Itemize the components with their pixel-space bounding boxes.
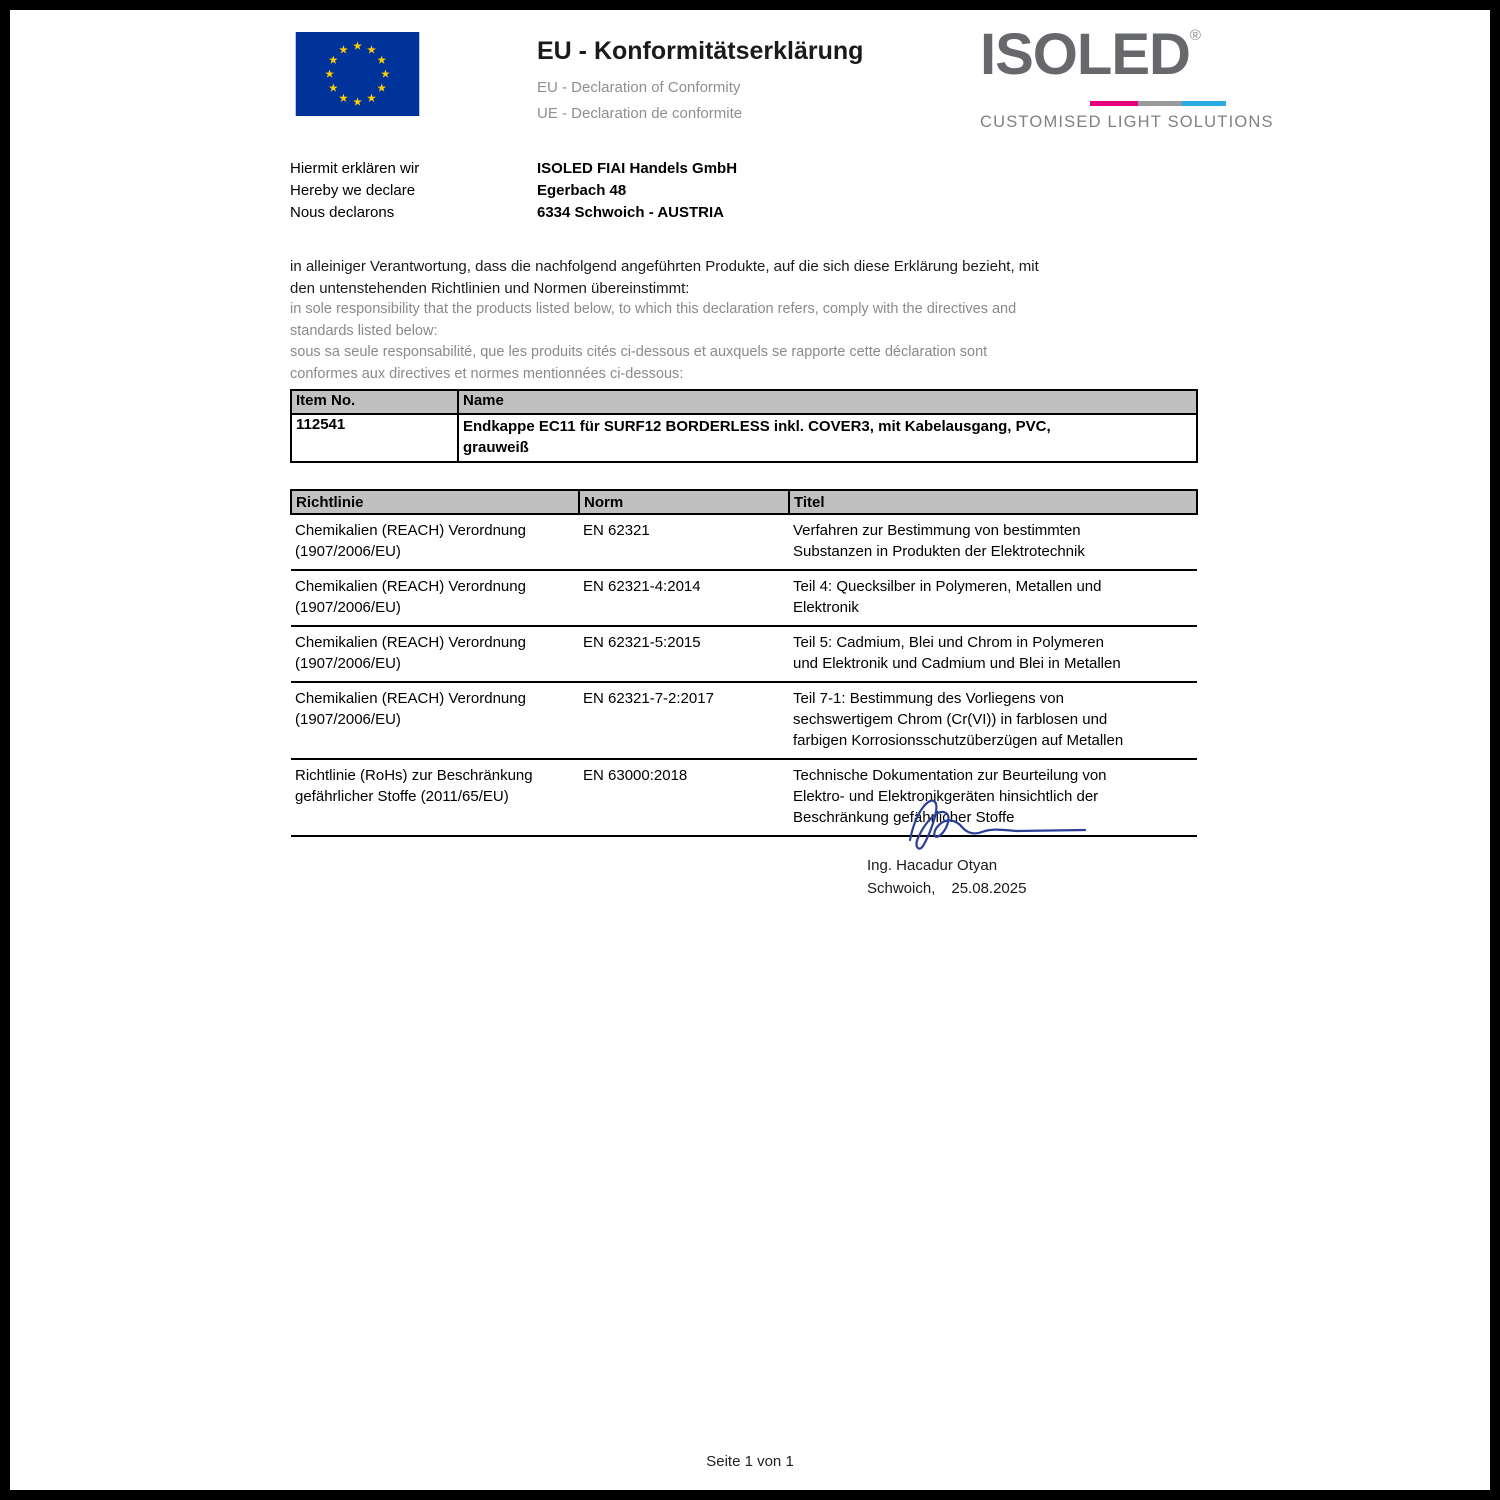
- directives-header-richtlinie: Richtlinie: [291, 490, 579, 514]
- logo-stripe-magenta: [1090, 101, 1138, 106]
- directive-row: [291, 514, 1197, 570]
- norm-cell: EN 63000:2018: [583, 767, 688, 784]
- directive-row: [291, 570, 1197, 626]
- statement-block: [290, 256, 1052, 385]
- directives-header-norm: Norm: [579, 490, 789, 514]
- signatory-name: Ing. Hacadur Otyan: [867, 857, 998, 874]
- richtlinie-cell: Chemikalien (REACH) Verordnung (1907/2006/EU): [295, 690, 526, 728]
- richtlinie-cell: Chemikalien (REACH) Verordnung (1907/2006/EU): [295, 522, 526, 560]
- logo-wordmark: [980, 22, 1250, 99]
- richtlinie-cell: Richtlinie (RoHs) zur Beschränkung gefährlicher Stoffe (2011/65/EU): [295, 767, 533, 805]
- norm-cell: EN 62321-4:2014: [583, 578, 701, 595]
- product-table: [290, 389, 1198, 463]
- company-city: 6334 Schwoich - AUSTRIA: [537, 204, 724, 221]
- declarant-labels: [290, 158, 419, 224]
- company-street: Egerbach 48: [537, 182, 627, 199]
- product-table-header-row: [291, 390, 1197, 414]
- signature-block: [855, 792, 1155, 900]
- logo-stripe-gray: [1138, 101, 1182, 106]
- signature-place-date: [867, 877, 1155, 900]
- titel-cell: Technische Dokumentation zur Beurteilung von Elektro- und Elektronikgeräten hinsichtlich der Beschränkung gefährlicher Stoffe: [793, 767, 1107, 826]
- declare-label-de: Hiermit erklären wir: [290, 160, 420, 177]
- signature-image: [880, 792, 1130, 854]
- isoled-logo: [980, 22, 1274, 132]
- declarant-company: [537, 158, 737, 224]
- directive-row: [291, 626, 1197, 682]
- title-block: [537, 36, 863, 124]
- registered-trademark-icon: ®: [1189, 27, 1201, 44]
- logo-stripe-blue: [1182, 101, 1226, 106]
- titel-cell: Teil 4: Quecksilber in Polymeren, Metallen und Elektronik: [793, 578, 1102, 616]
- statement-de: in alleiniger Verantwortung, dass die nachfolgend angeführten Produkte, auf die sich diese Erklärung bezieht, mit den untenstehenden Richtlinien und Normen übereinstimmt:: [290, 258, 1039, 297]
- statement-fr: sous sa seule responsabilité, que les produits cités ci-dessous et auxquels se rapporte cette déclaration sont conformes aux directives et normes mentionnées ci-dessous:: [290, 344, 988, 382]
- product-header-item-no: Item No.: [291, 390, 458, 414]
- statement-en: in sole responsibility that the products listed below, to which this declaration refers, comply with the directives and standards listed below:: [290, 301, 1017, 339]
- logo-color-stripes: [1090, 101, 1250, 106]
- declare-label-fr: Nous declarons: [290, 204, 395, 221]
- product-row: [291, 414, 1197, 462]
- directive-row: [291, 682, 1197, 759]
- product-header-name: Name: [458, 390, 1197, 414]
- norm-cell: EN 62321-5:2015: [583, 634, 701, 651]
- titel-cell: Teil 7-1: Bestimmung des Vorliegens von sechswertigem Chrom (Cr(VI)) in farblosen und farbigen Korrosionsschutzüberzügen auf Metallen: [793, 690, 1124, 749]
- directives-header-row: [291, 490, 1197, 514]
- page-title: EU - Konformitätserklärung: [537, 37, 864, 65]
- declare-label-en: Hereby we declare: [290, 182, 416, 199]
- signature-date: 25.08.2025: [951, 880, 1027, 897]
- subtitle-fr: UE - Declaration de conformite: [537, 105, 743, 122]
- company-name: ISOLED FIAI Handels GmbH: [537, 160, 738, 177]
- norm-cell: EN 62321: [583, 522, 650, 539]
- signature-place: Schwoich,: [867, 880, 936, 897]
- norm-cell: EN 62321-7-2:2017: [583, 690, 714, 707]
- subtitle-en: EU - Declaration of Conformity: [537, 79, 741, 96]
- titel-cell: Teil 5: Cadmium, Blei und Chrom in Polymeren und Elektronik und Cadmium und Blei in Metallen: [793, 634, 1121, 672]
- product-name-cell: Endkappe EC11 für SURF12 BORDERLESS inkl. COVER3, mit Kabelausgang, PVC, grauweiß: [458, 414, 1197, 462]
- logo-text: ISOLED: [980, 22, 1190, 87]
- eu-flag-icon: [295, 32, 420, 116]
- page-footer: Seite 1 von 1: [706, 1453, 794, 1470]
- richtlinie-cell: Chemikalien (REACH) Verordnung (1907/2006/EU): [295, 578, 526, 616]
- richtlinie-cell: Chemikalien (REACH) Verordnung (1907/2006/EU): [295, 634, 526, 672]
- item-no-cell: 112541: [291, 414, 458, 462]
- directives-table: [290, 489, 1198, 837]
- titel-cell: Verfahren zur Bestimmung von bestimmten Substanzen in Produkten der Elektrotechnik: [793, 522, 1085, 560]
- directives-header-titel: Titel: [789, 490, 1197, 514]
- logo-tagline: CUSTOMISED LIGHT SOLUTIONS: [980, 113, 1274, 131]
